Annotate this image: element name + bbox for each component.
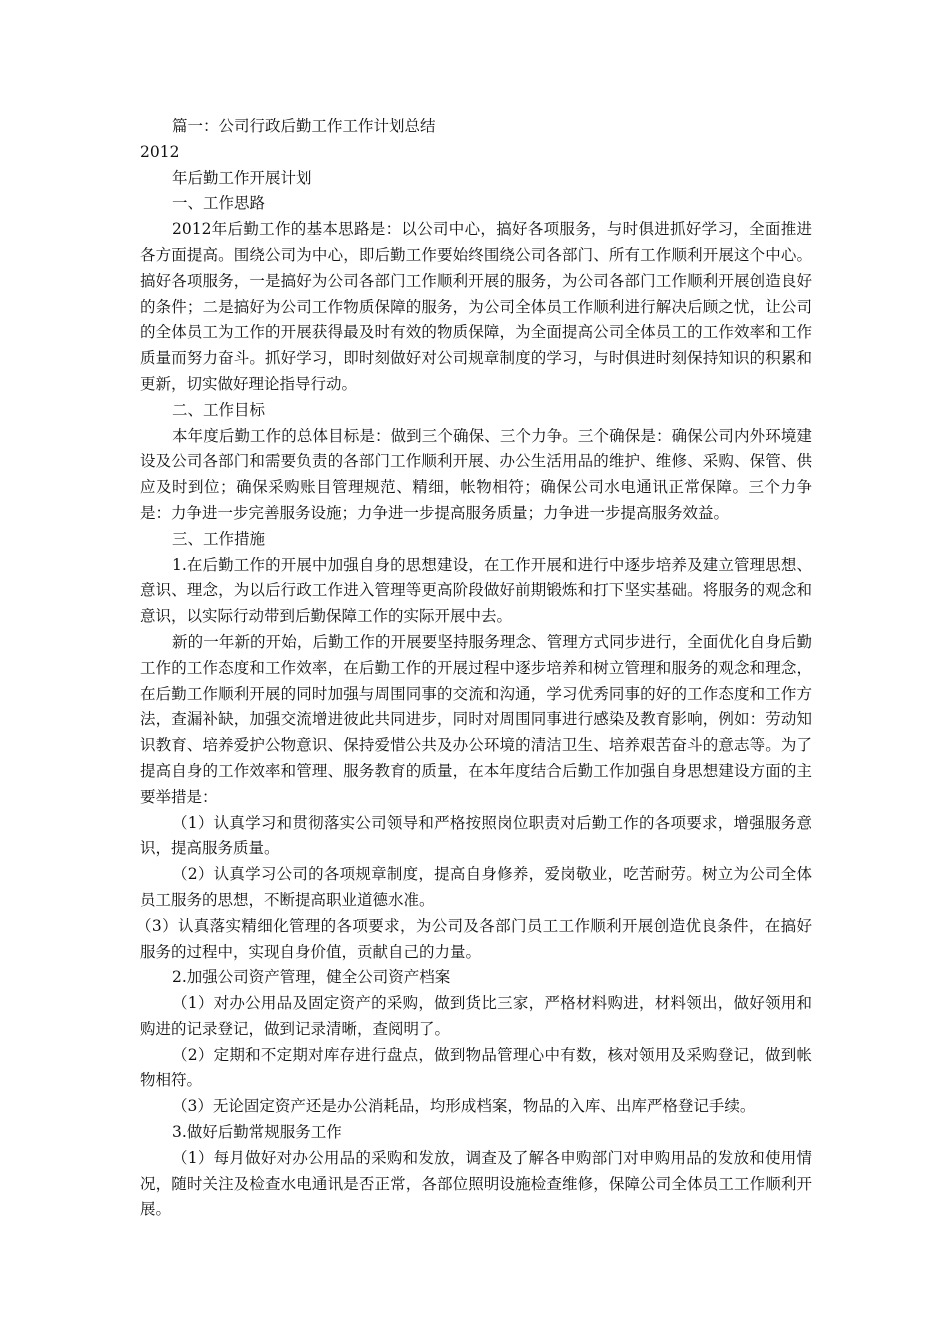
paragraph: 2012	[140, 142, 180, 161]
paragraph: 篇一：公司行政后勤工作工作计划总结	[172, 117, 436, 135]
paragraph: 2.加强公司资产管理，健全公司资产档案	[172, 968, 451, 987]
paragraph: 一、工作思路	[172, 194, 266, 213]
document-page	[136, 114, 812, 1223]
paragraph: 本年度后勤工作的总体目标是：做到三个确保、三个力争。三个确保是：确保公司内外环境建设及公司各部门和需要负责的各部门工作顺利开展、办公生活用品的维护、维修、采购、保管、供应及时到位；确保采购账目管理规范、精细，帐物相符；确保公司水电通讯正常保障。三个力争是：力争进一步完善服务设施；力争进一步提高服务质量；力争进一步提高服务效益。	[140, 426, 812, 522]
paragraph: 二、工作目标	[172, 400, 266, 419]
paragraph: 三、工作措施	[172, 529, 266, 548]
paragraph: （3）认真落实精细化管理的各项要求，为公司及各部门员工工作顺利开展创造优良条件，在搞好服务的过程中，实现自身价值，贡献自己的力量。	[136, 916, 812, 961]
paragraph: 年后勤工作开展计划	[172, 168, 312, 187]
paragraph: 1.在后勤工作的开展中加强自身的思想建设，在工作开展和进行中逐步培养及建立管理思想、意识、理念，为以后行政工作进入管理等更高阶段做好前期锻炼和打下坚实基础。将服务的观念和意识，以实际行动带到后勤保障工作的实际开展中去。	[140, 555, 812, 626]
paragraph: 新的一年新的开始，后勤工作的开展要坚持服务理念、管理方式同步进行，全面优化自身后勤工作的工作态度和工作效率，在后勤工作的开展过程中逐步培养和树立管理和服务的观念和理念，在后勤工作顺利开展的同时加强与周围同事的交流和沟通，学习优秀同事的好的工作态度和工作方法，查漏补缺，加强交流增进彼此共同进步，同时对周围同事进行感染及教育影响，例如：劳动知识教育、培养爱护公物意识、保持爱惜公共及办公环境的清洁卫生、培养艰苦奋斗的意志等。为了提高自身的工作效率和管理、服务教育的质量，在本年度结合后勤工作加强自身思想建设方面的主要举措是：	[140, 632, 812, 806]
paragraph: （2）定期和不定期对库存进行盘点，做到物品管理心中有数，核对领用及采购登记，做到帐物相符。	[140, 1045, 812, 1090]
paragraph: （3）无论固定资产还是办公消耗品，均形成档案，物品的入库、出库严格登记手续。	[172, 1097, 756, 1116]
paragraph: （1）对办公用品及固定资产的采购，做到货比三家，严格材料购进，材料领出，做好领用和购进的记录登记，做到记录清晰，查阅明了。	[140, 994, 812, 1038]
paragraph: （2）认真学习公司的各项规章制度，提高自身修养，爱岗敬业，吃苦耐劳。树立为公司全体员工服务的思想，不断提高职业道德水准。	[140, 865, 812, 909]
paragraph: （1）认真学习和贯彻落实公司领导和严格按照岗位职责对后勤工作的各项要求，增强服务意识，提高服务质量。	[140, 813, 812, 858]
paragraph: 3.做好后勤常规服务工作	[172, 1123, 342, 1142]
paragraph: （1）每月做好对办公用品的采购和发放，调查及了解各申购部门对申购用品的发放和使用情况，随时关注及检查水电通讯是否正常，各部位照明设施检查维修，保障公司全体员工工作顺利开展。	[140, 1148, 812, 1219]
paragraph: 2012年后勤工作的基本思路是：以公司中心，搞好各项服务，与时俱进抓好学习，全面推进各方面提高。围绕公司为中心，即后勤工作要始终围绕公司各部门、所有工作顺利开展这个中心。搞好各项服务，一是搞好为公司各部门工作顺利开展的服务，为公司各部门工作顺利开展创造良好的条件；二是搞好为公司工作物质保障的服务，为公司全体员工作顺利进行解决后顾之忧，让公司的全体员工为工作的开展获得最及时有效的物质保障，为全面提高公司全体员工的工作效率和工作质量而努力奋斗。抓好学习，即时刻做好对公司规章制度的学习，与时俱进时刻保持知识的积累和更新，切实做好理论指导行动。	[140, 220, 812, 393]
